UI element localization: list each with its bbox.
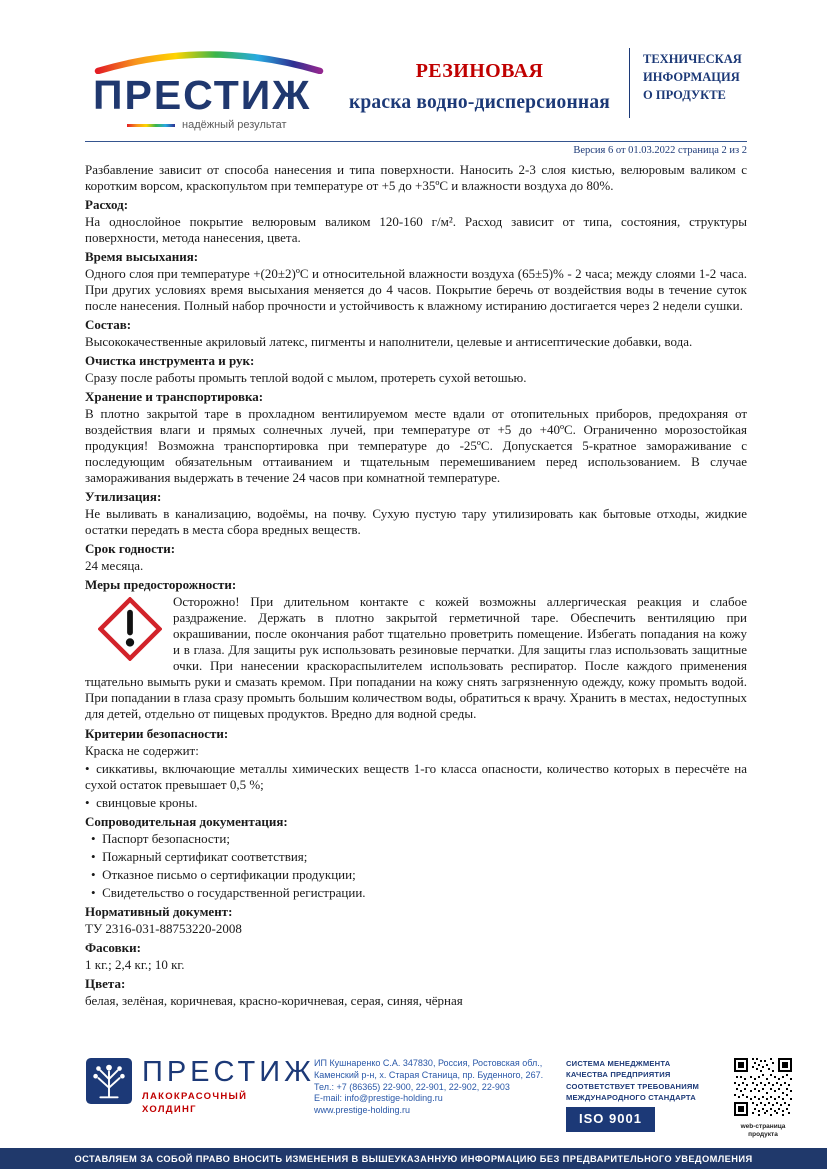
- footer-contact: [314, 1058, 552, 1117]
- header: [0, 0, 827, 131]
- section-text: 24 месяца.: [85, 557, 144, 573]
- section-colors: [85, 976, 747, 1009]
- section-heading: Состав:: [85, 316, 132, 332]
- section-drying: [85, 249, 747, 314]
- tagline-gradient-bar-icon: [127, 124, 175, 127]
- tech-info-box: ТЕХНИЧЕСКАЯ ИНФОРМАЦИЯ О ПРОДУКТЕ: [629, 48, 747, 118]
- section-heading: Критерии безопасности:: [85, 726, 229, 742]
- tree-logo-icon: [86, 1058, 132, 1117]
- iso-line: КАЧЕСТВА ПРЕДПРИЯТИЯ: [566, 1070, 671, 1080]
- iso-line: МЕЖДУНАРОДНОГО СТАНДАРТА: [566, 1092, 696, 1102]
- section-heading: Время высыхания:: [85, 248, 199, 264]
- iso-line: СИСТЕМА МЕНЕДЖМЕНТА: [566, 1058, 671, 1068]
- safety-bullet: • сиккативы, включающие металлы химических веществ 1-го класса опасности, количество которых в пересчёте на сухой остаток превышает 0,5 %;: [85, 761, 747, 793]
- section-text: На однослойное покрытие велюровым валиком 120-160 г/м². Расход зависит от типа, состояния, структуры поверхности, метода нанесения, цвета.: [85, 213, 747, 245]
- disclaimer-bar: ОСТАВЛЯЕМ ЗА СОБОЙ ПРАВО ВНОСИТЬ ИЗМЕНЕНИЯ В ВЫШЕУКАЗАННУЮ ИНФОРМАЦИЮ БЕЗ ПРЕДВАРИТЕЛЬНОГО УВЕДОМЛЕНИЯ: [0, 1148, 827, 1169]
- document-item: • Пожарный сертификат соответствия;: [85, 849, 747, 865]
- iso-line: СООТВЕТСТВУЕТ ТРЕБОВАНИЯМ: [566, 1081, 700, 1091]
- section-heading: Хранение и транспортировка:: [85, 388, 264, 404]
- product-title-line2: краска водно-дисперсионная: [348, 92, 611, 113]
- section-text: ТУ 2316-031-88753220-2008: [85, 921, 242, 937]
- product-title-line1: РЕЗИНОВАЯ: [415, 60, 544, 82]
- document-item: • Свидетельство о государственной регистрации.: [85, 885, 747, 901]
- section-cleaning: [85, 353, 747, 386]
- section-shelf-life: [85, 541, 747, 574]
- qr-code-block: [734, 1058, 792, 1139]
- section-heading: Фасовки:: [85, 940, 141, 956]
- document-item: • Паспорт безопасности;: [85, 831, 747, 847]
- section-heading: Меры предосторожности:: [85, 576, 237, 592]
- contact-line: Каменский р-н, х. Старая Станица, пр. Буденного, 267.: [314, 1069, 544, 1080]
- section-text: Сразу после работы промыть теплой водой с мылом, протереть сухой ветошью.: [85, 369, 527, 385]
- section-text: 1 кг.; 2,4 кг.; 10 кг.: [85, 957, 185, 973]
- iso-certification: [566, 1058, 734, 1132]
- section-packaging: [85, 940, 747, 973]
- section-safety-criteria: [85, 726, 747, 811]
- version-line: Версия 6 от 01.03.2022 страница 2 из 2: [573, 145, 747, 156]
- section-text: В плотно закрытой таре в прохладном вентилируемом месте вдали от отопительных приборов, предохраняя от воздействия влаги и прямых солнечных лучей, при температуре от +5 до +40ºС. Ограниченно морозостойкая продукция! Возможна транспортировка при температуре до -25ºС. Допускается 5-кратное замораживание с последующим обязательным оттаиванием и тщательным перемешиванием перед использованием. В случае замораживания выдержать в течение 24 часов при комнатной температуре.: [85, 405, 747, 485]
- section-heading: Срок годности:: [85, 540, 176, 556]
- section-text: Не выливать в канализацию, водоёмы, на почву. Сухую пустую тару утилизировать как бытовые отходы, жидкие остатки передать в места сбора вредных веществ.: [85, 505, 747, 537]
- section-normative: [85, 904, 747, 937]
- footer: [86, 1055, 789, 1139]
- section-heading: Очистка инструмента и рук:: [85, 352, 255, 368]
- section-consumption: [85, 197, 747, 246]
- section-composition: [85, 317, 747, 350]
- warning-exclamation-icon: [98, 597, 162, 661]
- section-heading: Цвета:: [85, 976, 126, 992]
- section-heading: Нормативный документ:: [85, 904, 233, 920]
- section-disposal: [85, 489, 747, 538]
- footer-logo-wordmark: ПРЕСТИЖ: [142, 1055, 315, 1088]
- footer-logo: [86, 1055, 315, 1117]
- contact-line: Тел.: +7 (86365) 22-900, 22-901, 22-902, 22-903: [314, 1081, 510, 1092]
- section-heading: Сопроводительная документация:: [85, 814, 288, 830]
- document-body: [0, 156, 827, 1009]
- product-title: [345, 48, 614, 114]
- contact-website: www.prestige-holding.ru: [314, 1105, 411, 1116]
- prestige-logo: [93, 48, 345, 131]
- section-heading: Расход:: [85, 196, 129, 212]
- section-text: белая, зелёная, коричневая, красно-коричневая, серая, синяя, чёрная: [85, 993, 463, 1009]
- iso-9001-badge: ISO 9001: [566, 1107, 655, 1132]
- section-precautions: [85, 577, 747, 724]
- logo-wordmark: ПРЕСТИЖ: [93, 72, 312, 118]
- contact-email: E-mail: info@prestige-holding.ru: [314, 1093, 443, 1104]
- section-text: Осторожно! При длительном контакте с кожей возможны аллергическая реакция и слабое раздражение. Держать в плотно закрытой герметичной таре. Обеспечить вентиляцию при окрашивании, после окончания работ тщательно проветрить помещение. Избегать попадания на кожу и в глаза. Для защиты рук использовать резиновые перчатки. Для защиты глаз использовать защитные очки. При нанесении краскораспылителем использовать респиратор. После каждого применения тщательно вымыть руки и смазать кремом. При попадании на кожу снять загрязненную одежду, кожу промыть водой. При попадании в глаза сразу промыть большим количеством воды, обратиться к врачу. Хранить в местах, недоступных для детей, отдельно от пищевых продуктов. Вредно для водной среды.: [85, 593, 747, 721]
- footer-logo-subtitle: ЛАКОКРАСОЧНЫЙ ХОЛДИНГ: [142, 1090, 248, 1115]
- intro-paragraph: Разбавление зависит от способа нанесения и типа поверхности. Наносить 2-3 слоя кистью, велюровым валиком с коротким ворсом, краскопультом при температуре от +5 до +35ºС и влажности воздуха до 80%.: [85, 162, 747, 193]
- safety-bullet: • свинцовые кроны.: [85, 795, 747, 811]
- logo-tagline: надёжный результат: [127, 119, 345, 131]
- qr-label: web-страница продукта: [740, 1122, 786, 1138]
- logo-rainbow-arc-icon: [93, 48, 325, 74]
- section-text: Одного слоя при температуре +(20±2)ºС и относительной влажности воздуха (65±5)% - 2 часа; между слоями 1-2 часа. При других условиях время высыхания меняется до 4 часов. Покрытие беречь от воздействия воды в течение суток после нанесения. Полный набор прочности и устойчивость к влажному истиранию достигается через 2 недели сушки.: [85, 265, 747, 313]
- section-documents: [85, 814, 747, 901]
- contact-line: ИП Кушнаренко С.А. 347830, Россия, Ростовская обл.,: [314, 1057, 543, 1068]
- section-heading: Утилизация:: [85, 488, 162, 504]
- section-storage: [85, 389, 747, 486]
- safety-intro: Краска не содержит:: [85, 743, 199, 759]
- document-item: • Отказное письмо о сертификации продукции;: [85, 867, 747, 883]
- section-text: Высококачественные акриловый латекс, пигменты и наполнители, целевые и антисептические добавки, вода.: [85, 333, 693, 349]
- qr-code: [734, 1058, 792, 1116]
